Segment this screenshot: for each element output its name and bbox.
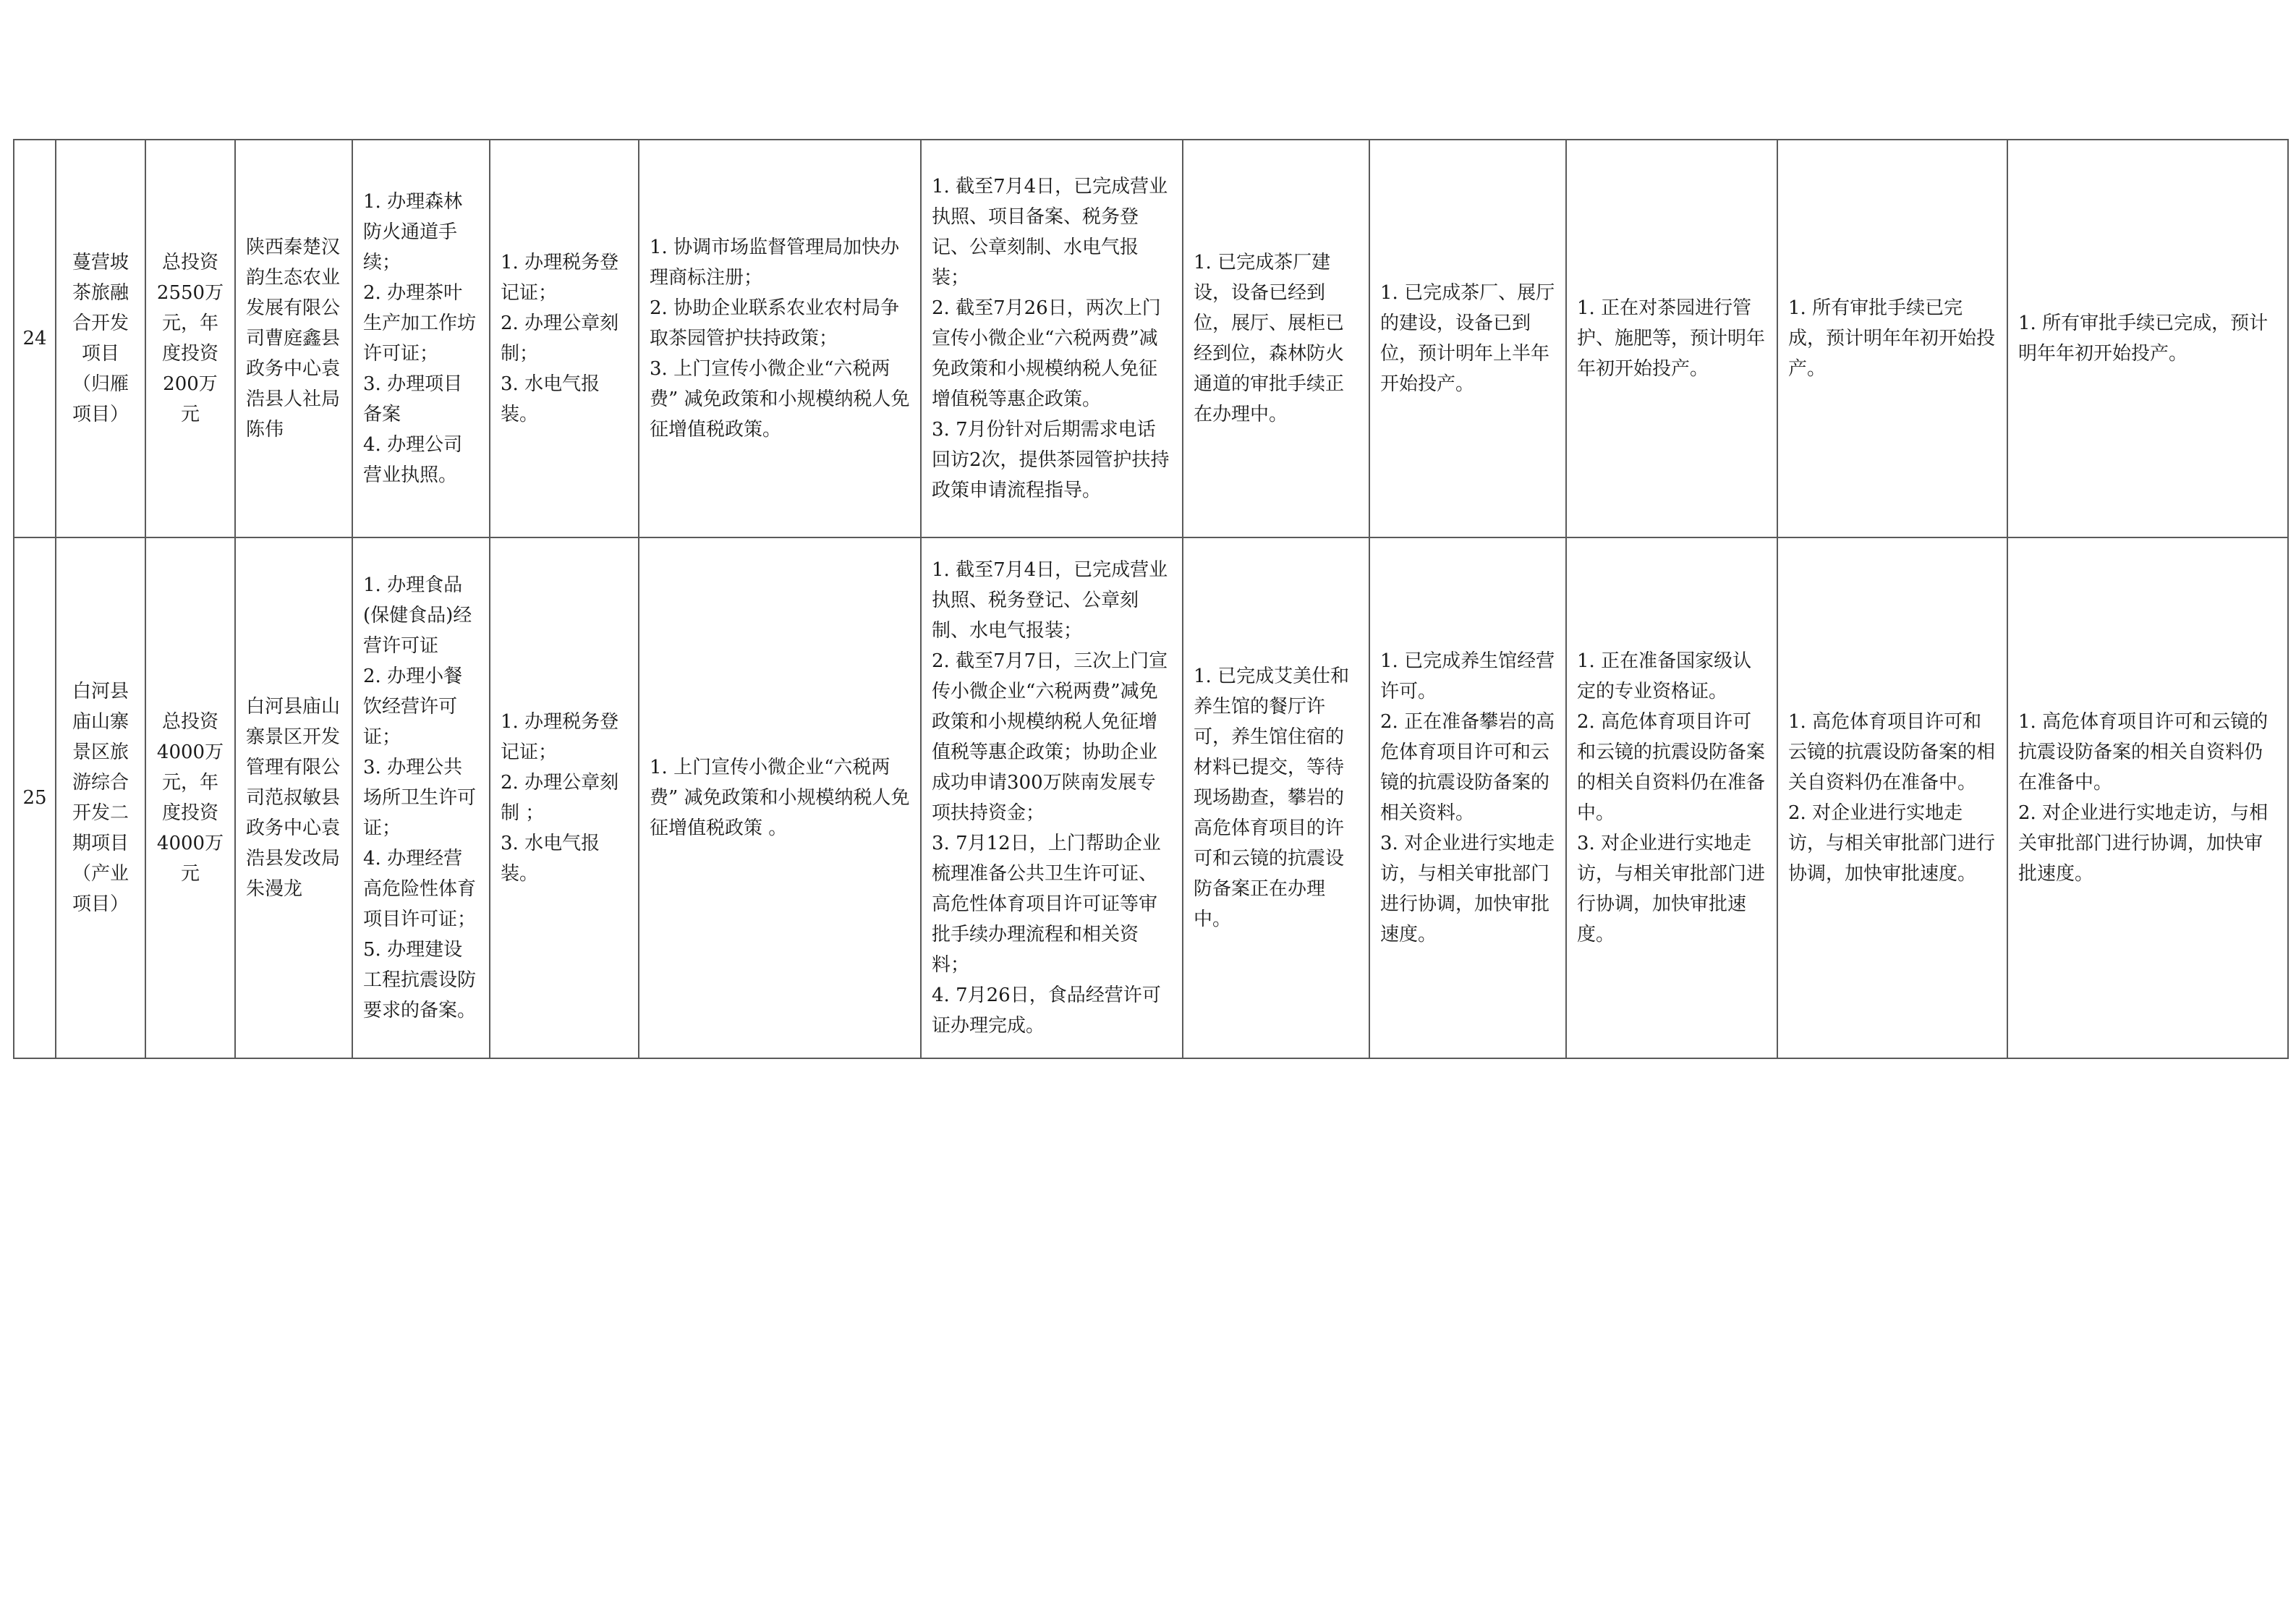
investment-cell: 总投资2550万元，年度投资200万元 <box>145 140 235 537</box>
status-item: 1. 已完成艾美仕和养生馆的餐厅许可，养生馆住宿的材料已提交，等待现场勘查，攀岩的高危体育项目的许可和云镜的抗震设防备案正在办理中。 <box>1194 666 1350 930</box>
tax-items-cell <box>490 140 639 537</box>
status-cell <box>1183 537 1369 1058</box>
status-cell <box>1777 537 2007 1058</box>
progress-item: 4. 7月26日，食品经营许可证办理完成。 <box>932 985 1161 1037</box>
procedure-item: 4. 办理公司营业执照。 <box>363 434 463 486</box>
progress-cell <box>921 140 1183 537</box>
row-index: 24 <box>14 140 56 537</box>
status-item: 1. 高危体育项目许可和云镜的抗震设防备案的相关自资料仍在准备中。 <box>2018 711 2269 794</box>
company-contact-cell: 白河县庙山寨景区开发管理有限公司范叔敏县政务中心袁浩县发改局朱漫龙 <box>235 537 352 1058</box>
procedures-cell <box>352 537 490 1058</box>
status-cell <box>1566 537 1777 1058</box>
coordination-item: 2. 协助企业联系农业农村局争取茶园管护扶持政策； <box>650 297 900 349</box>
status-cell <box>1566 140 1777 537</box>
status-item: 2. 正在准备攀岩的高危体育项目许可和云镜的抗震设防备案的相关资料。 <box>1380 711 1555 824</box>
coordination-item: 1. 上门宣传小微企业“六税两费” 减免政策和小规模纳税人免征增值税政策 。 <box>650 757 910 839</box>
progress-item: 2. 截至7月7日，三次上门宣传小微企业“六税两费”减免政策和小规模纳税人免征增值税等惠企政策；协助企业成功申请300万陕南发展专项扶持资金； <box>932 650 1168 824</box>
tax-item: 1. 办理税务登记证； <box>501 252 619 304</box>
status-item: 2. 对企业进行实地走访，与相关审批部门进行协调，加快审批速度。 <box>2018 802 2269 885</box>
procedure-item: 2. 办理小餐饮经营许可证； <box>363 666 463 748</box>
procedure-item: 4. 办理经营高危险性体育项目许可证； <box>363 848 477 930</box>
progress-item: 1. 截至7月4日，已完成营业执照、项目备案、税务登记、公章刻制、水电气报装； <box>932 176 1168 289</box>
investment-cell: 总投资4000万元，年度投资4000万元 <box>145 537 235 1058</box>
project-name-cell: 白河县庙山寨景区旅游综合开发二期项目（产业项目） <box>56 537 145 1058</box>
procedure-item: 1. 办理森林防火通道手续； <box>363 191 463 273</box>
procedure-item: 5. 办理建设工程抗震设防要求的备案。 <box>363 939 477 1021</box>
status-cell <box>1183 140 1369 537</box>
status-item: 2. 高危体育项目许可和云镜的抗震设防备案的相关自资料仍在准备中。 <box>1577 711 1766 824</box>
project-progress-table <box>13 139 2289 1059</box>
tax-item: 3. 水电气报装。 <box>501 833 600 885</box>
coordination-cell <box>639 537 921 1058</box>
tax-item: 1. 办理税务登记证； <box>501 711 619 763</box>
status-item: 1. 所有审批手续已完成，预计明年年初开始投产。 <box>1788 297 1996 380</box>
status-item: 1. 所有审批手续已完成，预计明年年初开始投产。 <box>2018 313 2269 365</box>
table-row <box>14 140 2288 537</box>
table-row <box>14 537 2288 1058</box>
status-item: 2. 对企业进行实地走访，与相关审批部门进行协调，加快审批速度。 <box>1788 802 1996 885</box>
status-item: 3. 对企业进行实地走访，与相关审批部门进行协调，加快审批速度。 <box>1380 833 1555 945</box>
status-item: 1. 正在对茶园进行管护、施肥等，预计明年年初开始投产。 <box>1577 297 1766 380</box>
status-item: 1. 高危体育项目许可和云镜的抗震设防备案的相关自资料仍在准备中。 <box>1788 711 1996 794</box>
tax-item: 3. 水电气报装。 <box>501 373 600 425</box>
company-contact-cell: 陕西秦楚汉韵生态农业发展有限公司曹庭鑫县政务中心袁浩县人社局陈伟 <box>235 140 352 537</box>
coordination-cell <box>639 140 921 537</box>
procedure-item: 3. 办理项目备案 <box>363 373 463 425</box>
tax-items-cell <box>490 537 639 1058</box>
status-cell <box>1777 140 2007 537</box>
progress-item: 2. 截至7月26日，两次上门宣传小微企业“六税两费”减免政策和小规模纳税人免征增值税等惠企政策。 <box>932 297 1161 410</box>
coordination-item: 1. 协调市场监督管理局加快办理商标注册； <box>650 237 900 289</box>
status-cell <box>2007 537 2288 1058</box>
procedure-item: 1. 办理食品(保健食品)经营许可证 <box>363 574 472 657</box>
status-item: 1. 已完成茶厂、展厅的建设，设备已到位，预计明年上半年开始投产。 <box>1380 282 1555 395</box>
status-item: 3. 对企业进行实地走访，与相关审批部门进行协调，加快审批速度。 <box>1577 833 1766 945</box>
status-cell <box>1369 140 1566 537</box>
row-index: 25 <box>14 537 56 1058</box>
progress-item: 3. 7月份针对后期需求电话回访2次，提供茶园管护扶持政策申请流程指导。 <box>932 419 1170 501</box>
status-item: 1. 正在准备国家级认定的专业资格证。 <box>1577 650 1752 702</box>
status-cell <box>1369 537 1566 1058</box>
status-cell <box>2007 140 2288 537</box>
procedures-cell <box>352 140 490 537</box>
tax-item: 2. 办理公章刻制； <box>501 313 619 365</box>
status-item: 1. 已完成茶厂建设，设备已经到位，展厅、展柜已经到位，森林防火通道的审批手续正在办理中。 <box>1194 252 1345 425</box>
procedure-item: 2. 办理茶叶生产加工作坊许可证； <box>363 282 477 365</box>
progress-cell <box>921 537 1183 1058</box>
coordination-item: 3. 上门宣传小微企业“六税两费” 减免政策和小规模纳税人免征增值税政策。 <box>650 358 910 441</box>
procedure-item: 3. 办理公共场所卫生许可证； <box>363 757 477 839</box>
status-item: 1. 已完成养生馆经营许可。 <box>1380 650 1555 702</box>
project-name-cell: 蔓营坡茶旅融合开发项目（归雁项目） <box>56 140 145 537</box>
tax-item: 2. 办理公章刻制 ； <box>501 772 619 824</box>
progress-item: 3. 7月12日，上门帮助企业梳理准备公共卫生许可证、高危性体育项目许可证等审批手续办理流程和相关资料； <box>932 833 1161 976</box>
progress-item: 1. 截至7月4日，已完成营业执照、税务登记、公章刻制、水电气报装； <box>932 559 1168 642</box>
